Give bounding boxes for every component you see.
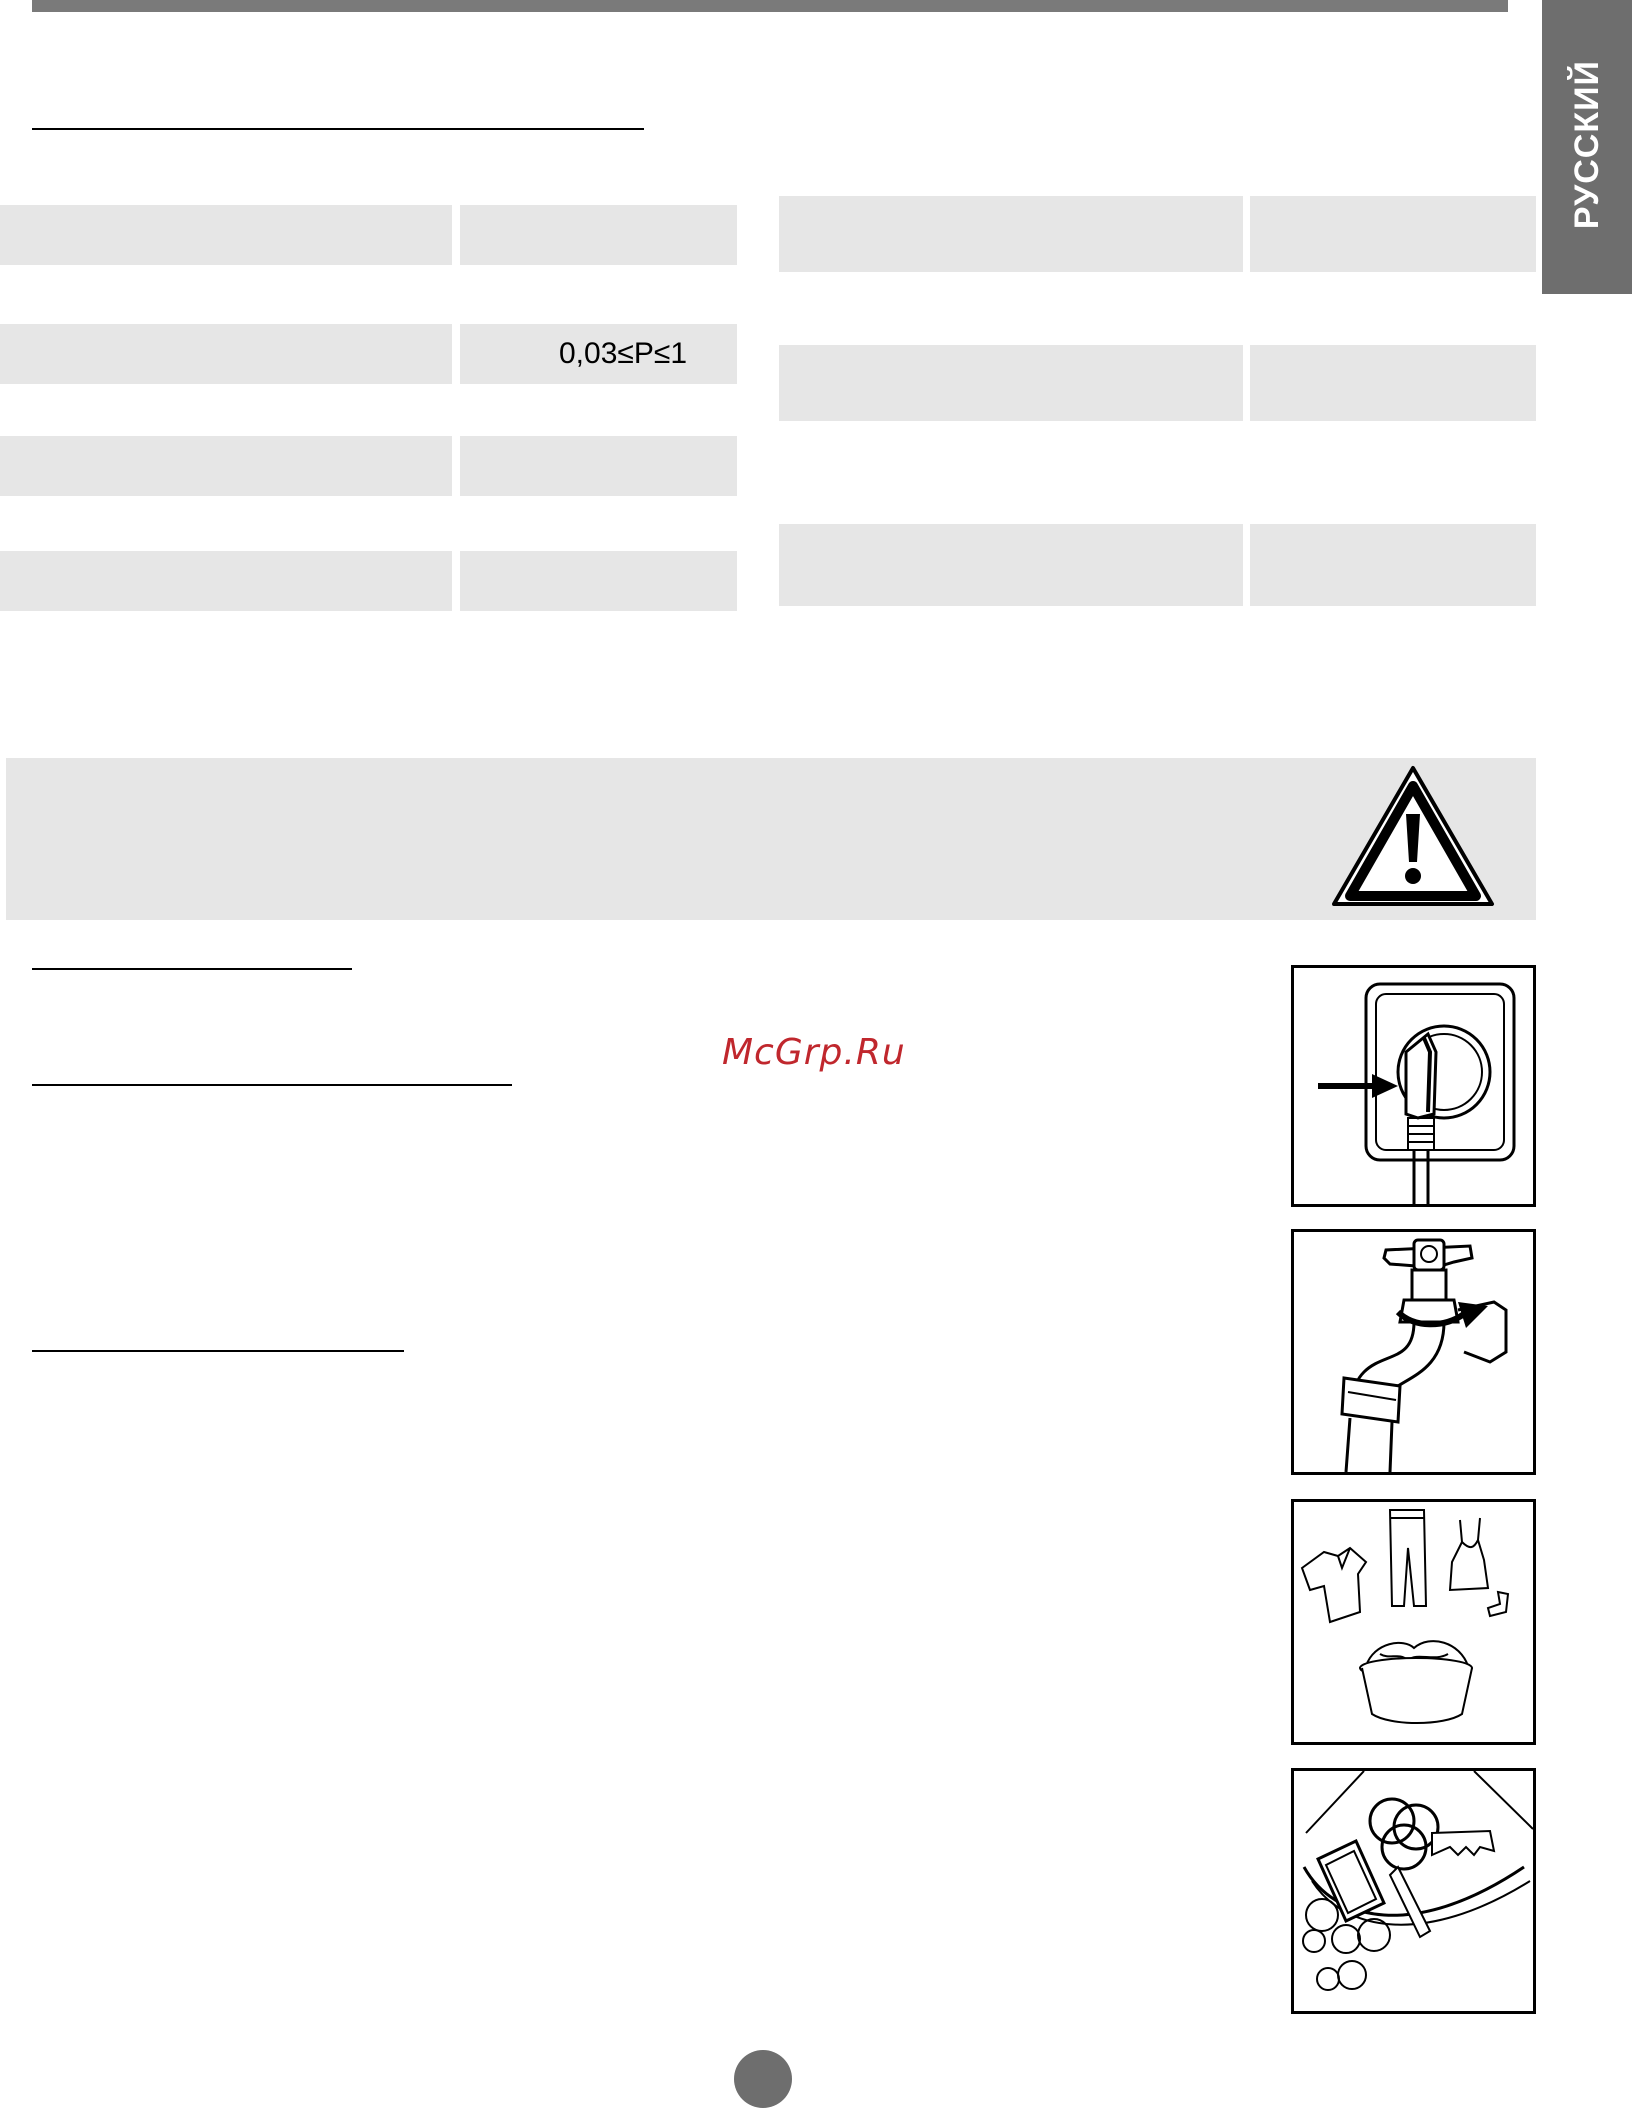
spec-left-row-3-label — [0, 436, 452, 496]
page-number-badge — [734, 2050, 792, 2108]
spec-right-row-1-label — [779, 196, 1243, 272]
spec-right-row-3-label — [779, 524, 1243, 606]
plug-socket-icon — [1294, 968, 1533, 1204]
spec-right-row-3-value — [1250, 524, 1536, 606]
illustration-pocket-items — [1291, 1768, 1536, 2014]
spec-right-row-1-value — [1250, 196, 1536, 272]
water-tap-icon — [1294, 1232, 1533, 1472]
pocket-objects-icon — [1294, 1771, 1533, 2011]
subsection-1-underline — [32, 968, 352, 970]
subsection-3-underline — [32, 1350, 404, 1352]
section-heading-underline — [32, 128, 644, 130]
top-bar — [32, 0, 1508, 12]
warning-panel — [6, 758, 1536, 920]
spec-left-row-2-value: 0,03≤P≤1 — [460, 324, 737, 384]
spec-left-row-2-label — [0, 324, 452, 384]
spec-right-row-2-value — [1250, 345, 1536, 421]
subsection-2-underline — [32, 1084, 512, 1086]
spec-left-row-4-value — [460, 551, 737, 611]
laundry-clothes-icon — [1294, 1502, 1533, 1742]
spec-left-row-1-value — [460, 205, 737, 265]
watermark-text: McGrp.Ru — [722, 1032, 906, 1073]
illustration-tap — [1291, 1229, 1536, 1475]
spec-left-row-3-value — [460, 436, 737, 496]
warning-triangle-icon — [1330, 764, 1496, 910]
illustration-laundry — [1291, 1499, 1536, 1745]
language-tab-label: РУССКИЙ — [1567, 60, 1606, 230]
spec-left-row-1-label — [0, 205, 452, 265]
spec-right-row-2-label — [779, 345, 1243, 421]
spec-left-row-4-label — [0, 551, 452, 611]
language-tab — [1542, 0, 1632, 294]
illustration-plug — [1291, 965, 1536, 1207]
